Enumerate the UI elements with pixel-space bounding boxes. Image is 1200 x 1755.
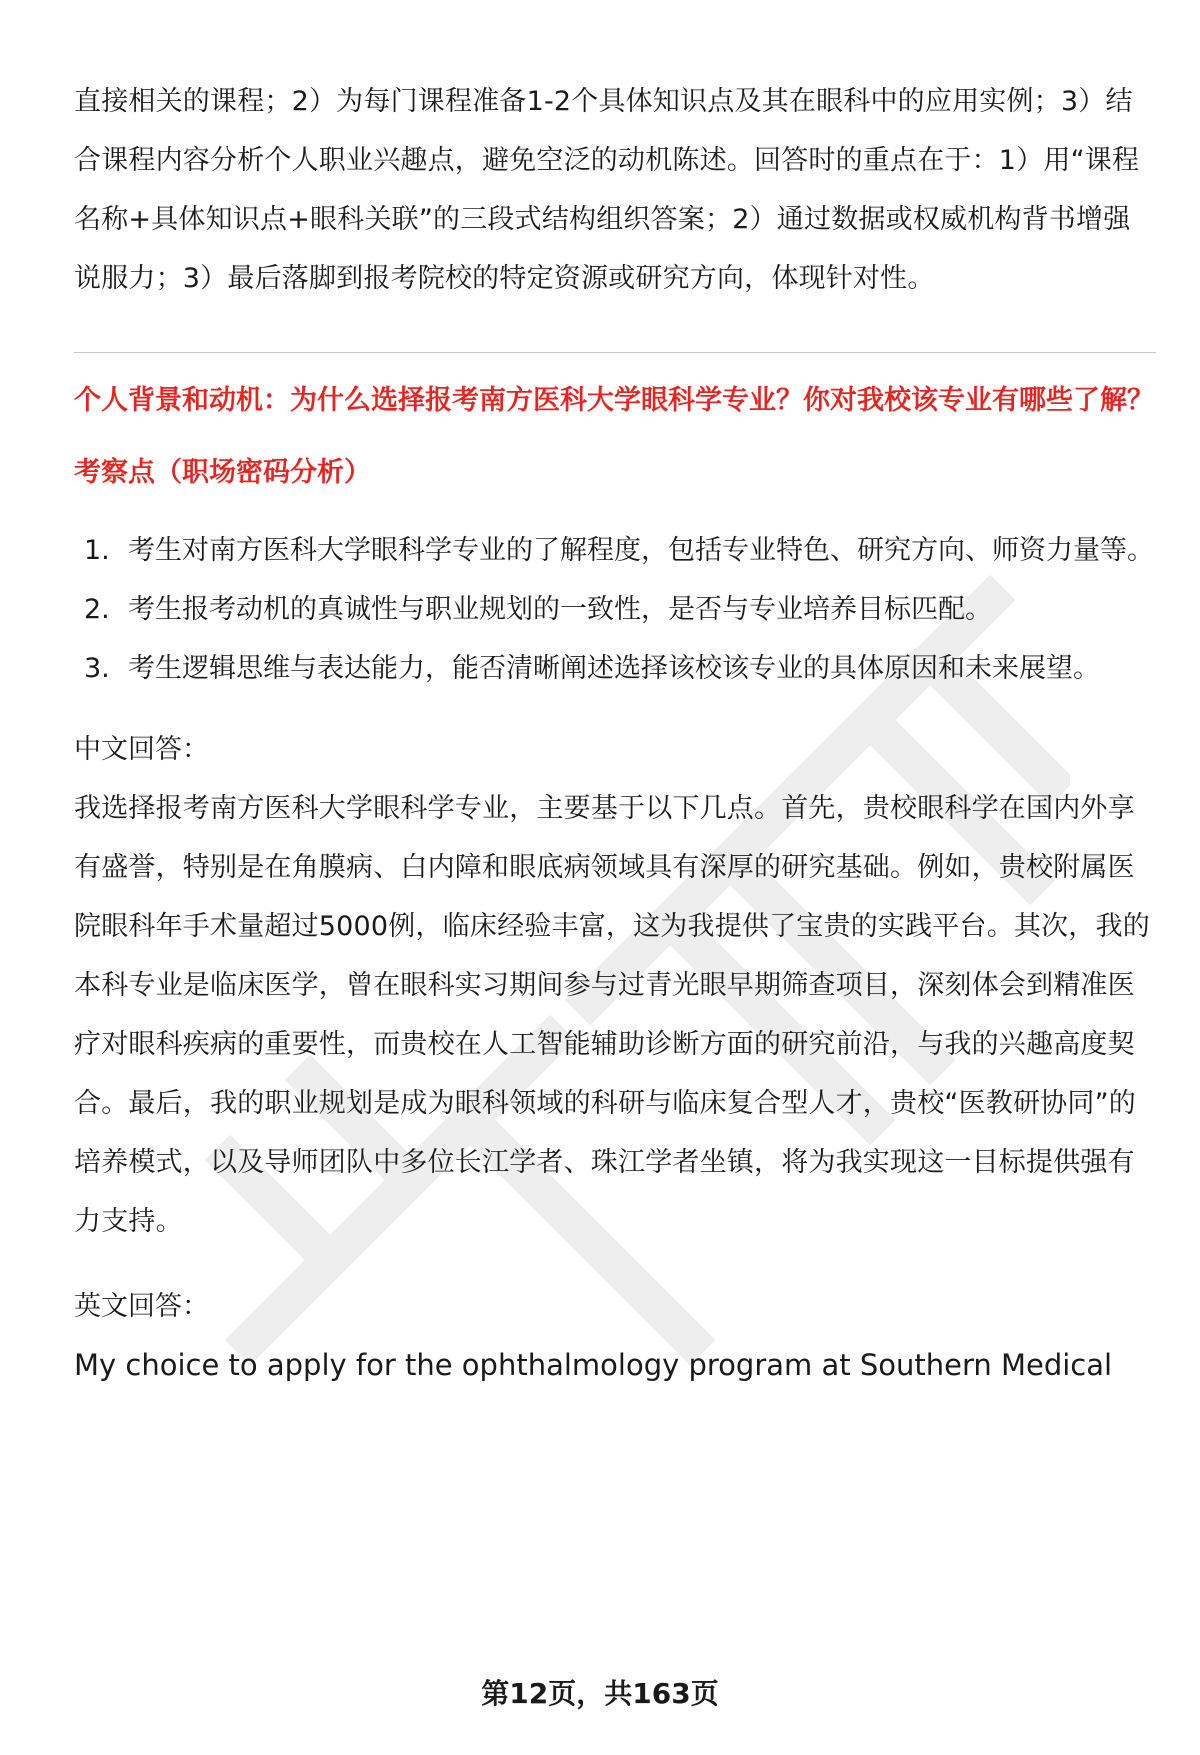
list-item <box>74 639 1156 698</box>
section-divider <box>74 352 1156 353</box>
list-item-text: 考生报考动机的真诚性与职业规划的一致性，是否与专业培养目标匹配。 <box>128 594 992 625</box>
points-list <box>74 521 1156 698</box>
english-answer-text: My choice to apply for the ophthalmology program at Southern Medical <box>74 1348 1113 1382</box>
points-heading: 考察点（职场密码分析） <box>74 457 371 488</box>
list-item-number: 1. <box>84 535 110 566</box>
list-item-text: 考生对南方医科大学眼科学专业的了解程度，包括专业特色、研究方向、师资力量等。 <box>128 535 1154 566</box>
document-page <box>74 72 1156 1395</box>
list-item <box>74 521 1156 580</box>
question-title: 个人背景和动机：为什么选择报考南方医科大学眼科学专业？你对我校该专业有哪些了解？ <box>74 385 1154 416</box>
english-answer-label: 英文回答： <box>74 1291 209 1322</box>
intro-paragraph: 直接相关的课程；2）为每门课程准备1-2个具体知识点及其在眼科中的应用实例；3）结合课程内容分析个人职业兴趣点，避免空泛的动机陈述。回答时的重点在于：1）用“课程名称+具体知识点+眼科关联”的三段式结构组织答案；2）通过数据或权威机构背书增强说服力；3）最后落脚到报考院校的特定资源或研究方向，体现针对性。 <box>74 86 1140 294</box>
list-item <box>74 580 1156 639</box>
page-number-footer: 第12页，共163页 <box>481 1677 719 1710</box>
list-item-text: 考生逻辑思维与表达能力，能否清晰阐述选择该校该专业的具体原因和未来展望。 <box>128 653 1100 684</box>
list-item-number: 2. <box>84 594 110 625</box>
chinese-answer-text: 我选择报考南方医科大学眼科学专业，主要基于以下几点。首先，贵校眼科学在国内外享有盛誉，特别是在角膜病、白内障和眼底病领域具有深厚的研究基础。例如，贵校附属医院眼科年手术量超过5000例，临床经验丰富，这为我提供了宝贵的实践平台。其次，我的本科专业是临床医学，曾在眼科实习期间参与过青光眼早期筛查项目，深刻体会到精准医疗对眼科疾病的重要性，而贵校在人工智能辅助诊断方面的研究前沿，与我的兴趣高度契合。最后，我的职业规划是成为眼科领域的科研与临床复合型人才，贵校“医教研协同”的培养模式，以及导师团队中多位长江学者、珠江学者坐镇，将为我实现这一目标提供强有力支持。 <box>74 793 1150 1237</box>
list-item-number: 3. <box>84 653 110 684</box>
chinese-answer-label: 中文回答： <box>74 734 209 765</box>
